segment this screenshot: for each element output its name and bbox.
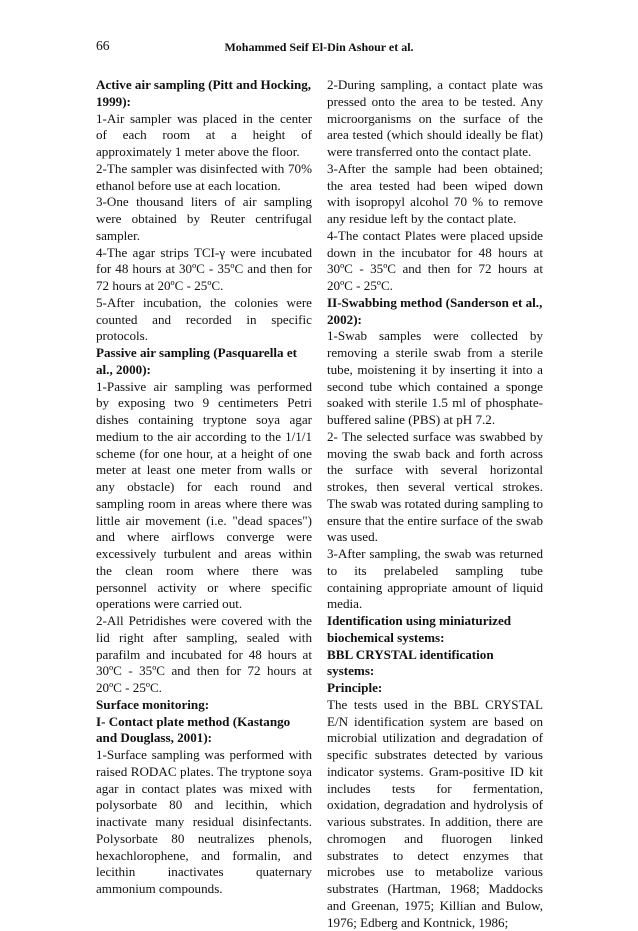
paragraph: 2-All Petridishes were covered with the lid right after sampling, sealed with parafilm and incubated for 48 hours at 30ºC - 35ºC and then for 72 hours at 20ºC - 25ºC. (96, 613, 312, 695)
paragraph: 3-After sampling, the swab was returned to its prelabeled sampling tube containing appropriate amount of liquid media. (327, 546, 543, 612)
paragraph: 4-The contact Plates were placed upside down in the incubator for 48 hours at 30ºC - 35ºC and then for 72 hours at 20ºC - 25ºC. (327, 227, 543, 293)
section-heading: Surface monitoring: (96, 696, 210, 712)
section-heading: I- Contact plate method (Kastango and Douglass, 2001): (96, 713, 291, 746)
left-column (96, 77, 312, 898)
section-heading: Passive air sampling (Pasquarella et al., 2000): (96, 345, 298, 377)
paragraph: 2- The selected surface was swabbed by moving the swab back and forth across the surface with several horizontal strokes, then several vertical strokes. The swab was rotated during sampling to ensure that the entire surface of the swab was used. (327, 428, 544, 545)
running-header: Mohammed Seif El-Din Ashour et al. (224, 40, 414, 54)
paragraph: 2-The sampler was disinfected with 70% ethanol before use at each location. (96, 160, 312, 193)
paragraph: 3-After the sample had been obtained; the area tested had been wiped down with isopropyl alcohol 70 % to remove any residue left by the contact plate. (327, 160, 543, 226)
paragraph: 3-One thousand liters of air sampling were obtained by Reuter centrifugal sampler. (96, 194, 312, 243)
paragraph: The tests used in the BBL CRYSTAL E/N identification system are based on microbial utilization and degradation of specific substrates detected by various indicator systems. Gram-positive ID kit includes tests for fermentation, oxidation, degradation and hydrolysis of various substrates. In addition, there are chromogen and fluorogen linked substrates to detect enzymes that microbes use to metabolize various substrates (Hartman, 1968; Maddocks and Greenan, 1975; Killian and Bulow, 1976; Edberg and Kontnick, 1986; (327, 696, 543, 930)
paragraph: 1-Passive air sampling was performed by exposing two 9 centimeters Petri dishes containing tryptone soya agar medium to the air according to the 1/1/1 scheme (for one hour, at a height of one meter at least one meter from walls or any obstacle) for each round and sampling room in areas where there was little air movement (i.e. "dead spaces") and where airflows converge were excessively turbulent and areas within the clean room where there was personnel activity or where specific operations were carried out. (96, 378, 312, 612)
section-heading: II-Swabbing method (Sanderson et al., 2002): (327, 294, 543, 327)
section-heading: Active air sampling (Pitt and Hocking, 1999): (96, 77, 312, 109)
paragraph: 5-After incubation, the colonies were counted and recorded in specific protocols. (96, 294, 312, 344)
section-heading: BBL CRYSTAL identification systems: (327, 646, 494, 679)
section-heading: Principle: (327, 680, 383, 695)
section-heading: Identification using miniaturized biochemical systems: (327, 613, 512, 645)
paragraph: 1-Air sampler was placed in the center of each room at a height of approximately 1 meter above the floor. (96, 110, 312, 159)
right-column (327, 77, 543, 931)
paragraph: 1-Surface sampling was performed with raised RODAC plates. The tryptone soya agar in contact plates was mixed with polysorbate 80 and lecithin, which inactivate many residual disinfectants. Polysorbate 80 neutralizes phenols, hexachlorophene, and formalin, and lecithin inactivates quaternary ammonium compounds. (96, 747, 312, 896)
paragraph: 2-During sampling, a contact plate was pressed onto the area to be tested. Any microorganisms on the surface of the area tested (which should ideally be flat) were transferred onto the contact plate. (327, 77, 543, 159)
page-number: 66 (96, 38, 110, 53)
paragraph: 4-The agar strips TCI-γ were incubated for 48 hours at 30ºC - 35ºC and then for 72 hours at 20ºC - 25ºC. (96, 244, 312, 293)
paragraph: 1-Swab samples were collected by removing a sterile swab from a sterile tube, moistening it by inserting it into a second tube which contained a sponge soaked with sterile 1.5 ml of phosphate-buffered saline (PBS) at pH 7.2. (327, 328, 543, 427)
